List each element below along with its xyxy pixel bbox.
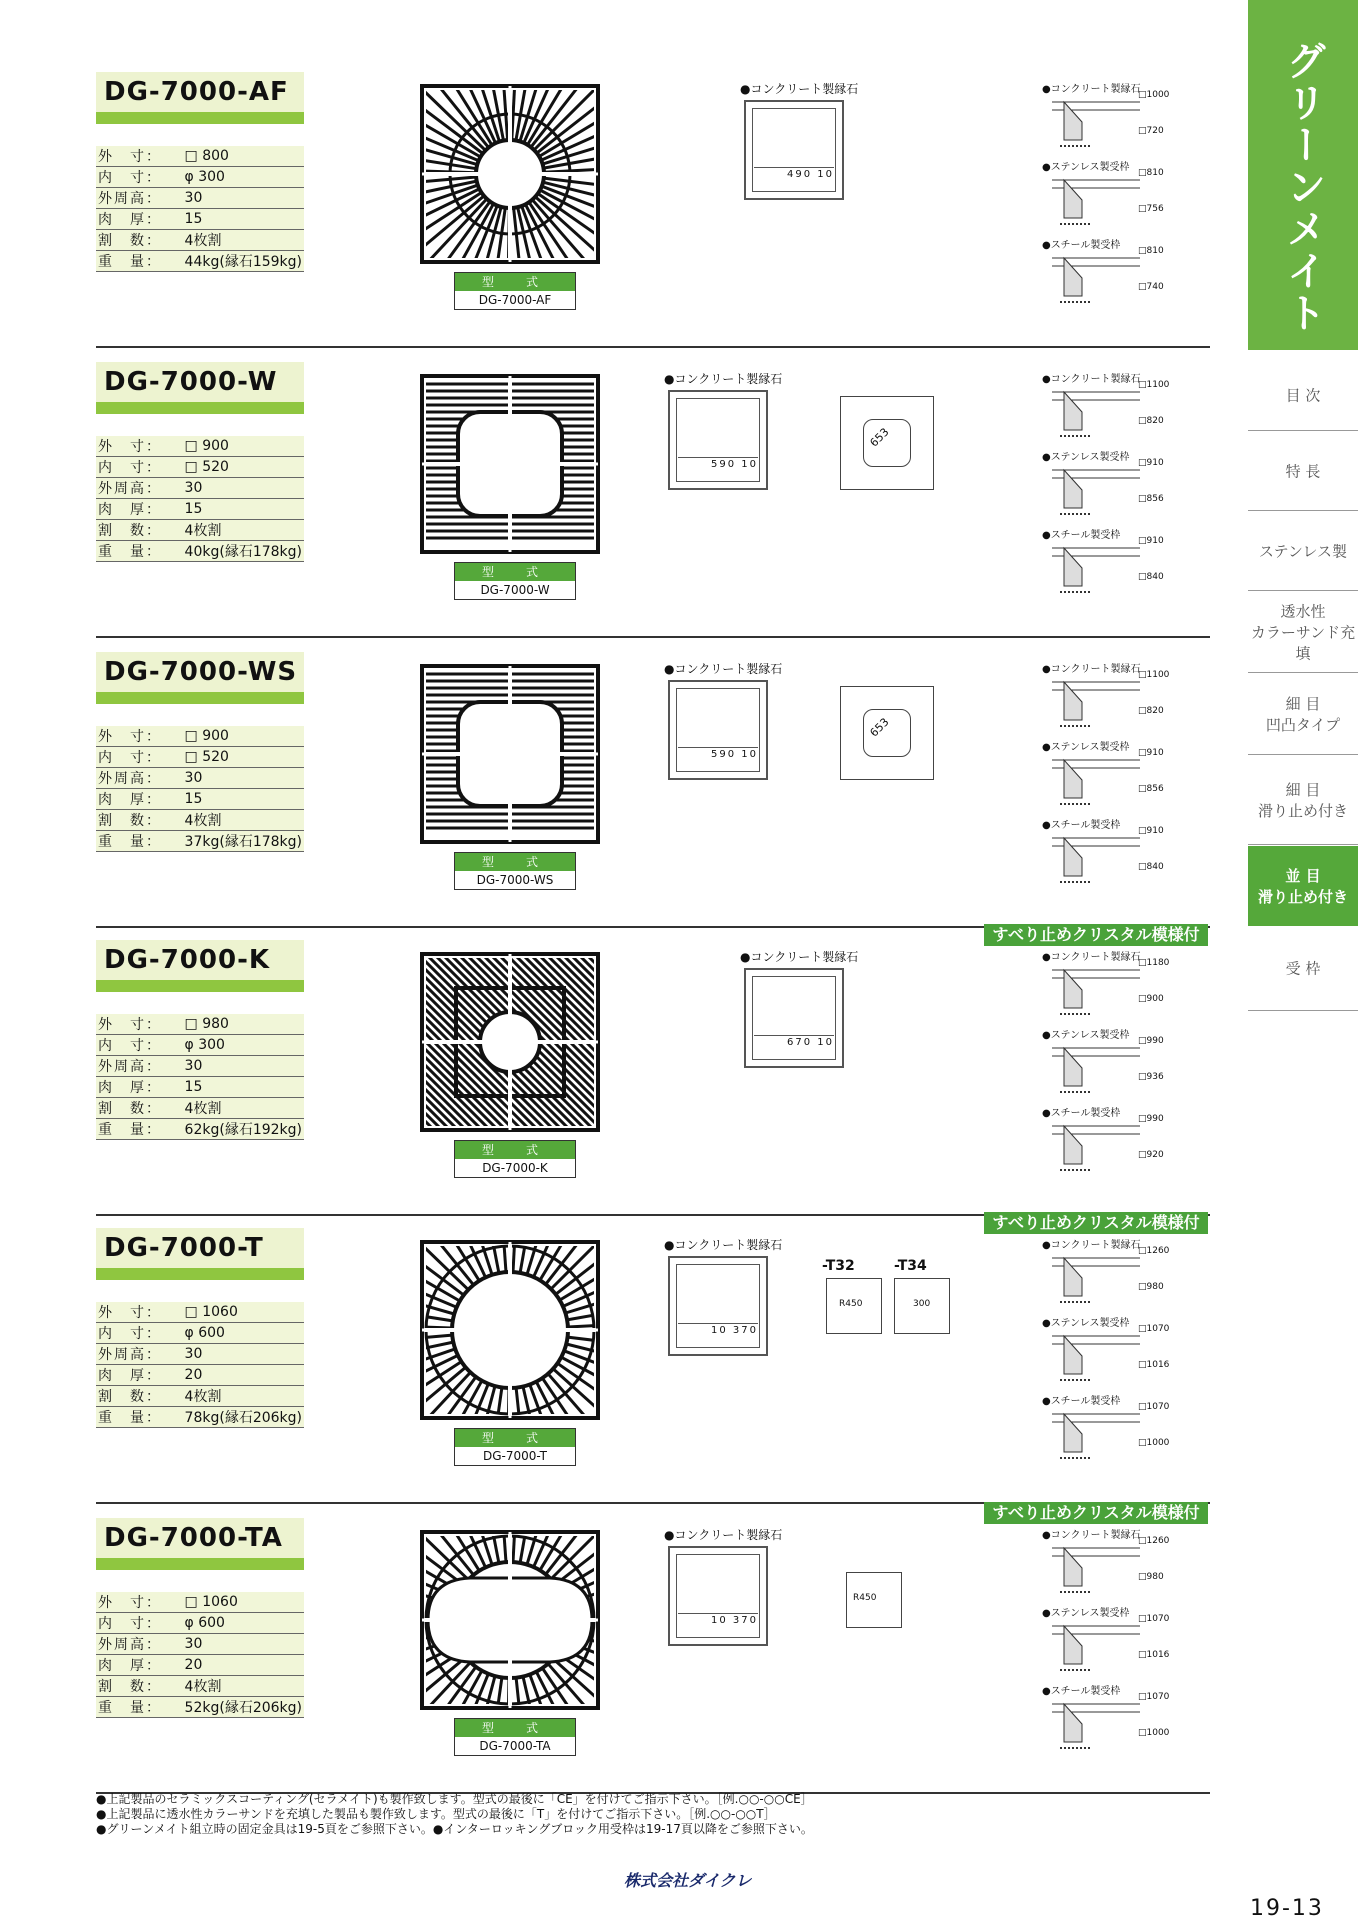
spec-key: 外周高： — [96, 1634, 177, 1655]
side-tab-2[interactable] — [1248, 432, 1358, 511]
detail-outer-dim: □1070 — [1138, 1402, 1170, 1412]
spec-row — [96, 810, 304, 831]
spec-row — [96, 1014, 304, 1035]
section-details — [1042, 370, 1192, 604]
spec-row — [96, 457, 304, 478]
spec-row — [96, 167, 304, 188]
detail-row — [1042, 236, 1192, 314]
model-name: DG-7000-TA — [455, 1737, 575, 1755]
footnotes — [96, 1792, 813, 1837]
curb-plan-drawing — [668, 1256, 768, 1356]
detail-inner-dim: □1016 — [1138, 1650, 1170, 1660]
product-section-w — [96, 350, 1210, 638]
spec-key: 外 寸： — [96, 1014, 177, 1035]
detail-outer-dim: □1100 — [1138, 380, 1170, 390]
spec-key: 内 寸： — [96, 747, 177, 768]
spec-row — [96, 726, 304, 747]
section-divider — [96, 636, 1210, 638]
product-section-ws — [96, 640, 1210, 928]
non-slip-banner: すべり止めクリスタル模様付 — [984, 924, 1208, 946]
detail-row — [1042, 1314, 1192, 1392]
side-tab-8[interactable] — [1248, 926, 1358, 1011]
spec-key: 肉 厚： — [96, 1077, 177, 1098]
detail-row — [1042, 738, 1192, 816]
side-tab-7[interactable] — [1248, 846, 1358, 926]
model-header: 型 式 — [455, 273, 575, 291]
detail-outer-dim: □810 — [1138, 168, 1164, 178]
spec-key: 割 数： — [96, 230, 177, 251]
model-name: DG-7000-K — [455, 1159, 575, 1177]
spec-key: 外周高： — [96, 768, 177, 789]
spec-table — [96, 726, 304, 852]
model-box — [454, 1428, 576, 1466]
detail-inner-dim: □1016 — [1138, 1360, 1170, 1370]
spec-row — [96, 251, 304, 272]
detail-row — [1042, 1236, 1192, 1314]
curb-plan-drawing — [668, 390, 768, 490]
side-tab-5[interactable] — [1248, 674, 1358, 755]
plan-dimension: 590 10 — [678, 747, 758, 760]
spec-value: 30 — [177, 1056, 304, 1077]
title-underline — [96, 692, 304, 704]
spec-key: 肉 厚： — [96, 1365, 177, 1386]
grate-drawing — [420, 1530, 600, 1710]
side-tab-label: 並 目 滑り止め付き — [1257, 867, 1348, 906]
product-title: DG-7000-AF — [96, 72, 304, 112]
spec-value: 30 — [177, 1344, 304, 1365]
spec-table — [96, 1592, 304, 1718]
spec-value: □ 520 — [177, 747, 304, 768]
detail-inner-dim: □856 — [1138, 494, 1164, 504]
detail-label: ●コンクリート製縁石 — [1042, 664, 1141, 675]
plan-dimension: 10 370 — [678, 1323, 758, 1336]
spec-key: 割 数： — [96, 1386, 177, 1407]
variant-t34-dim: 300 — [913, 1299, 931, 1309]
spec-value: 52kg(縁石206kg) — [177, 1697, 304, 1718]
plan-dimension: 10 370 — [678, 1613, 758, 1626]
grate-drawing — [420, 664, 600, 844]
note-3: ●グリーンメイト組立時の固定金具は19-5頁をご参照下さい。●インターロッキングブロック用受枠は19-17頁以降をご参照下さい。 — [96, 1822, 813, 1836]
spec-key: 外周高： — [96, 1344, 177, 1365]
spec-value: 40kg(縁石178kg) — [177, 541, 304, 562]
section-divider — [96, 346, 1210, 348]
spec-key: 外 寸： — [96, 726, 177, 747]
concrete-curb-label: ●コンクリート製縁石 — [664, 662, 783, 676]
side-title: グリーンメイト — [1280, 40, 1326, 334]
spec-table — [96, 1302, 304, 1428]
model-box — [454, 1140, 576, 1178]
spec-value: φ 600 — [177, 1613, 304, 1634]
detail-row — [1042, 80, 1192, 158]
spec-row — [96, 768, 304, 789]
spec-key: 外周高： — [96, 478, 177, 499]
spec-row — [96, 1035, 304, 1056]
model-header: 型 式 — [455, 563, 575, 581]
spec-key: 外 寸： — [96, 1592, 177, 1613]
detail-row — [1042, 816, 1192, 894]
spec-value: □ 1060 — [177, 1302, 304, 1323]
detail-inner-dim: □840 — [1138, 862, 1164, 872]
model-header: 型 式 — [455, 1719, 575, 1737]
spec-value: 15 — [177, 1077, 304, 1098]
product-section-ta — [96, 1503, 1210, 1794]
variant-drawing — [846, 1572, 902, 1628]
spec-key: 外 寸： — [96, 1302, 177, 1323]
spec-value: 15 — [177, 789, 304, 810]
detail-label: ●スチール製受枠 — [1042, 530, 1121, 541]
section-details — [1042, 660, 1192, 894]
spec-key: 重 量： — [96, 1119, 177, 1140]
spec-value: □ 800 — [177, 146, 304, 167]
product-section-af — [96, 60, 1210, 348]
detail-outer-dim: □1070 — [1138, 1324, 1170, 1334]
concrete-curb-label: ●コンクリート製縁石 — [740, 950, 859, 964]
spec-key: 割 数： — [96, 810, 177, 831]
variant-t32-label: -T32 — [822, 1258, 855, 1274]
spec-value: □ 900 — [177, 726, 304, 747]
model-box — [454, 272, 576, 310]
side-tab-label: 受 枠 — [1285, 959, 1321, 978]
spec-value: 15 — [177, 499, 304, 520]
model-box — [454, 1718, 576, 1756]
spec-value: □ 520 — [177, 457, 304, 478]
brand-logo: 株式会社ダイクレ — [624, 1871, 752, 1890]
detail-label: ●ステンレス製受枠 — [1042, 1608, 1130, 1619]
detail-outer-dim: □990 — [1138, 1114, 1164, 1124]
product-title: DG-7000-WS — [96, 652, 304, 692]
detail-outer-dim: □1260 — [1138, 1246, 1170, 1256]
spec-value: 20 — [177, 1365, 304, 1386]
detail-label: ●スチール製受枠 — [1042, 240, 1121, 251]
spec-row — [96, 1077, 304, 1098]
side-tab-4[interactable] — [1248, 592, 1358, 673]
spec-row — [96, 499, 304, 520]
curb-plan-drawing — [744, 100, 844, 200]
grate-drawing — [420, 952, 600, 1132]
spec-row — [96, 188, 304, 209]
side-tab-6[interactable] — [1248, 756, 1358, 845]
detail-inner-dim: □920 — [1138, 1150, 1164, 1160]
detail-outer-dim: □910 — [1138, 536, 1164, 546]
detail-outer-dim: □810 — [1138, 246, 1164, 256]
detail-label: ●コンクリート製縁石 — [1042, 952, 1141, 963]
spec-row — [96, 1365, 304, 1386]
spec-key: 肉 厚： — [96, 209, 177, 230]
variant-dim: R450 — [853, 1593, 877, 1603]
side-tab-3[interactable] — [1248, 512, 1358, 591]
spec-row — [96, 1098, 304, 1119]
spec-row — [96, 209, 304, 230]
product-title: DG-7000-TA — [96, 1518, 304, 1558]
detail-label: ●スチール製受枠 — [1042, 1396, 1121, 1407]
detail-row — [1042, 1604, 1192, 1682]
detail-row — [1042, 1392, 1192, 1470]
side-title-band — [1248, 0, 1358, 350]
spec-value: 30 — [177, 768, 304, 789]
title-underline — [96, 1268, 304, 1280]
detail-label: ●コンクリート製縁石 — [1042, 374, 1141, 385]
spec-value: 15 — [177, 209, 304, 230]
detail-inner-dim: □720 — [1138, 126, 1164, 136]
spec-row — [96, 541, 304, 562]
detail-row — [1042, 370, 1192, 448]
model-name: DG-7000-W — [455, 581, 575, 599]
grate-drawing — [420, 374, 600, 554]
spec-value: 78kg(縁石206kg) — [177, 1407, 304, 1428]
spec-key: 割 数： — [96, 1098, 177, 1119]
spec-row — [96, 1386, 304, 1407]
detail-outer-dim: □990 — [1138, 1036, 1164, 1046]
section-details — [1042, 1526, 1192, 1760]
section-details — [1042, 948, 1192, 1182]
variant-t34-label: -T34 — [894, 1258, 927, 1274]
spec-key: 肉 厚： — [96, 1655, 177, 1676]
spec-row — [96, 1655, 304, 1676]
spec-value: 4枚割 — [177, 1098, 304, 1119]
concrete-curb-label: ●コンクリート製縁石 — [664, 372, 783, 386]
detail-label: ●ステンレス製受枠 — [1042, 742, 1130, 753]
model-header: 型 式 — [455, 1429, 575, 1447]
detail-label: ●ステンレス製受枠 — [1042, 1318, 1130, 1329]
detail-label: ●コンクリート製縁石 — [1042, 1240, 1141, 1251]
spec-row — [96, 1302, 304, 1323]
grate-drawing — [420, 84, 600, 264]
non-slip-banner: すべり止めクリスタル模様付 — [984, 1212, 1208, 1234]
spec-row — [96, 1407, 304, 1428]
product-title: DG-7000-K — [96, 940, 304, 980]
spec-value: φ 300 — [177, 1035, 304, 1056]
section-details — [1042, 1236, 1192, 1470]
detail-inner-dim: □756 — [1138, 204, 1164, 214]
detail-inner-dim: □980 — [1138, 1572, 1164, 1582]
spec-key: 重 量： — [96, 1697, 177, 1718]
spec-value: 20 — [177, 1655, 304, 1676]
detail-label: ●スチール製受枠 — [1042, 1108, 1121, 1119]
non-slip-banner: すべり止めクリスタル模様付 — [984, 1502, 1208, 1524]
title-underline — [96, 402, 304, 414]
spec-value: 30 — [177, 188, 304, 209]
variant-t32-drawing — [826, 1278, 882, 1334]
detail-label: ●コンクリート製縁石 — [1042, 1530, 1141, 1541]
spec-row — [96, 1592, 304, 1613]
detail-row — [1042, 1026, 1192, 1104]
detail-label: ●コンクリート製縁石 — [1042, 84, 1141, 95]
title-underline — [96, 1558, 304, 1570]
detail-outer-dim: □1260 — [1138, 1536, 1170, 1546]
detail-outer-dim: □1180 — [1138, 958, 1170, 968]
spec-table — [96, 1014, 304, 1140]
spec-table — [96, 146, 304, 272]
spec-key: 割 数： — [96, 520, 177, 541]
spec-value: φ 600 — [177, 1323, 304, 1344]
detail-inner-dim: □820 — [1138, 706, 1164, 716]
spec-value: 4枚割 — [177, 810, 304, 831]
plan-dimension: 670 10 — [754, 1035, 834, 1048]
spec-key: 内 寸： — [96, 457, 177, 478]
detail-inner-dim: □840 — [1138, 572, 1164, 582]
spec-value: 30 — [177, 478, 304, 499]
model-name: DG-7000-AF — [455, 291, 575, 309]
model-name: DG-7000-WS — [455, 871, 575, 889]
spec-row — [96, 436, 304, 457]
spec-row — [96, 230, 304, 251]
spec-key: 外 寸： — [96, 146, 177, 167]
variant-t32-dim: R450 — [839, 1299, 863, 1309]
spec-row — [96, 789, 304, 810]
detail-row — [1042, 526, 1192, 604]
spec-row — [96, 1634, 304, 1655]
product-section-k — [96, 925, 1210, 1216]
detail-inner-dim: □936 — [1138, 1072, 1164, 1082]
spec-key: 内 寸： — [96, 1613, 177, 1634]
detail-row — [1042, 660, 1192, 738]
product-title: DG-7000-W — [96, 362, 304, 402]
spec-key: 内 寸： — [96, 1035, 177, 1056]
spec-value: 4枚割 — [177, 230, 304, 251]
spec-row — [96, 1056, 304, 1077]
curb-plan-drawing — [744, 968, 844, 1068]
detail-row — [1042, 1682, 1192, 1760]
spec-row — [96, 1344, 304, 1365]
detail-inner-dim: □1000 — [1138, 1438, 1170, 1448]
spec-value: 62kg(縁石192kg) — [177, 1119, 304, 1140]
side-tab-1[interactable] — [1248, 360, 1358, 431]
detail-outer-dim: □1070 — [1138, 1614, 1170, 1624]
spec-key: 重 量： — [96, 541, 177, 562]
detail-label: ●スチール製受枠 — [1042, 1686, 1121, 1697]
model-header: 型 式 — [455, 1141, 575, 1159]
spec-key: 重 量： — [96, 831, 177, 852]
spec-value: φ 300 — [177, 167, 304, 188]
title-underline — [96, 980, 304, 992]
spec-value: □ 900 — [177, 436, 304, 457]
curb-plan-drawing — [668, 680, 768, 780]
detail-inner-dim: □1000 — [1138, 1728, 1170, 1738]
detail-label: ●ステンレス製受枠 — [1042, 1030, 1130, 1041]
spec-value: 4枚割 — [177, 520, 304, 541]
detail-inner-dim: □740 — [1138, 282, 1164, 292]
concrete-curb-label: ●コンクリート製縁石 — [664, 1528, 783, 1542]
quad-dimension: 653 — [867, 425, 892, 450]
spec-row — [96, 1676, 304, 1697]
page-number: 19-13 — [1250, 1896, 1324, 1921]
plan-dimension: 490 10 — [754, 167, 834, 180]
spec-key: 外周高： — [96, 188, 177, 209]
spec-value: 4枚割 — [177, 1386, 304, 1407]
detail-outer-dim: □1070 — [1138, 1692, 1170, 1702]
product-title: DG-7000-T — [96, 1228, 304, 1268]
title-underline — [96, 112, 304, 124]
variant-t34-drawing — [894, 1278, 950, 1334]
spec-key: 重 量： — [96, 1407, 177, 1428]
concrete-curb-label: ●コンクリート製縁石 — [664, 1238, 783, 1252]
quad-plan-drawing — [840, 396, 934, 490]
detail-outer-dim: □910 — [1138, 748, 1164, 758]
spec-key: 外周高： — [96, 1056, 177, 1077]
spec-value: 4枚割 — [177, 1676, 304, 1697]
quad-dimension: 653 — [867, 715, 892, 740]
detail-inner-dim: □980 — [1138, 1282, 1164, 1292]
spec-key: 重 量： — [96, 251, 177, 272]
detail-label: ●スチール製受枠 — [1042, 820, 1121, 831]
spec-value: □ 980 — [177, 1014, 304, 1035]
model-box — [454, 562, 576, 600]
spec-value: 30 — [177, 1634, 304, 1655]
side-tab-label: 透水性 カラーサンド充填 — [1250, 602, 1356, 663]
detail-outer-dim: □910 — [1138, 458, 1164, 468]
spec-key: 内 寸： — [96, 1323, 177, 1344]
side-tab-label: 細 目 凹凸タイプ — [1265, 695, 1341, 734]
spec-row — [96, 520, 304, 541]
detail-inner-dim: □856 — [1138, 784, 1164, 794]
spec-key: 肉 厚： — [96, 499, 177, 520]
spec-row — [96, 1613, 304, 1634]
detail-outer-dim: □910 — [1138, 826, 1164, 836]
spec-value: □ 1060 — [177, 1592, 304, 1613]
spec-value: 44kg(縁石159kg) — [177, 251, 304, 272]
detail-row — [1042, 948, 1192, 1026]
detail-outer-dim: □1000 — [1138, 90, 1170, 100]
spec-table — [96, 436, 304, 562]
plan-dimension: 590 10 — [678, 457, 758, 470]
spec-row — [96, 1697, 304, 1718]
spec-row — [96, 478, 304, 499]
spec-key: 割 数： — [96, 1676, 177, 1697]
spec-key: 肉 厚： — [96, 789, 177, 810]
spec-row — [96, 1119, 304, 1140]
product-section-t — [96, 1213, 1210, 1504]
detail-label: ●ステンレス製受枠 — [1042, 452, 1130, 463]
note-2: ●上記製品に透水性カラーサンドを充填した製品も製作致します。型式の最後に「T」を付けてご指示下さい。［例.○○-○○T］ — [96, 1807, 776, 1821]
grate-drawing — [420, 1240, 600, 1420]
detail-label: ●ステンレス製受枠 — [1042, 162, 1130, 173]
detail-row — [1042, 158, 1192, 236]
note-1: ●上記製品のセラミックスコーティング(セラメイト)も製作致します。型式の最後に「CE」を付けてご指示下さい。［例.○○-○○CE］ — [96, 1792, 813, 1806]
detail-inner-dim: □820 — [1138, 416, 1164, 426]
side-tab-label: 細 目 滑り止め付き — [1257, 781, 1348, 820]
model-box — [454, 852, 576, 890]
side-tab-label: ステンレス製 — [1258, 542, 1348, 561]
spec-row — [96, 831, 304, 852]
detail-row — [1042, 1104, 1192, 1182]
spec-value: 37kg(縁石178kg) — [177, 831, 304, 852]
spec-key: 外 寸： — [96, 436, 177, 457]
spec-row — [96, 146, 304, 167]
spec-row — [96, 1323, 304, 1344]
spec-row — [96, 747, 304, 768]
detail-row — [1042, 448, 1192, 526]
side-tab-label: 特 長 — [1285, 462, 1321, 481]
concrete-curb-label: ●コンクリート製縁石 — [740, 82, 859, 96]
quad-plan-drawing — [840, 686, 934, 780]
section-details — [1042, 80, 1192, 314]
detail-row — [1042, 1526, 1192, 1604]
curb-plan-drawing — [668, 1546, 768, 1646]
spec-key: 内 寸： — [96, 167, 177, 188]
model-header: 型 式 — [455, 853, 575, 871]
model-name: DG-7000-T — [455, 1447, 575, 1465]
detail-inner-dim: □900 — [1138, 994, 1164, 1004]
detail-outer-dim: □1100 — [1138, 670, 1170, 680]
side-tab-label: 目 次 — [1285, 386, 1321, 405]
